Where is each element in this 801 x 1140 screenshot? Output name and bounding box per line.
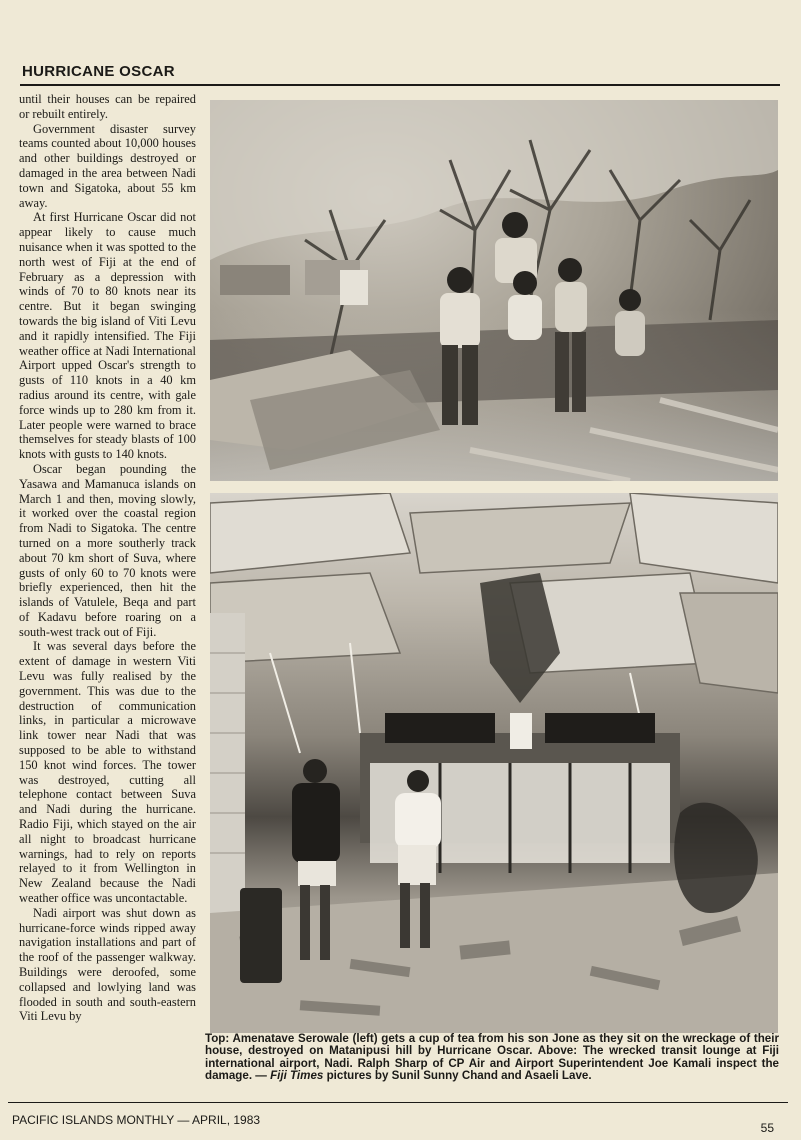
article-paragraph: It was several days before the extent of damage in western Viti Levu was fully realised by the government. This was due to the destruction of communication links, in particular a microwave link tower near Nadi that was supposed to be able to withstand 150 knot wind forces. The tower was destroyed, cutting all telephone contact between Suva and Nadi during the hurricane. Radio Fiji, which stayed on the air all night to broadcast hurricane warnings, had to rely on reports relayed to it from Wellington in New Zealand because the Nadi weather office was uncontactable. <box>19 639 196 906</box>
photo-house-wreckage <box>210 100 778 481</box>
caption-text: Top: Amenatave Serowale (left) gets a cup of tea from his son Jone as they sit on the wreckage of their house, destroyed on Matanipusi hill by Hurricane Oscar. Above: The wrecked transit lounge at Fiji international airport, Nadi. Ralph Sharp of CP Air and Airport Superintendent Joe Kamali inspect the damage. — <box>205 1032 779 1083</box>
page-number: 55 <box>760 1121 774 1135</box>
article-column <box>19 92 196 1088</box>
section-title: HURRICANE OSCAR <box>22 63 175 80</box>
footer-divider <box>8 1102 788 1103</box>
photo-caption <box>205 1033 779 1083</box>
article-paragraph: At first Hurricane Oscar did not appear likely to cause much nuisance when it was spotted to the north west of Fiji at the end of February as a depression with winds of 70 to 80 knots near its centre. But it began swinging towards the big island of Viti Levu and it rapidly intensified. The Fiji weather office at Nadi International Airport upped Oscar's strength to gusts of 110 knots in a 40 km radius around its centre, with gale force winds up to 280 km from it. Later people were warned to brace themselves for steady blasts of 100 knots with gusts to 140 knots. <box>19 210 196 462</box>
article-paragraph: Nadi airport was shut down as hurricane-force winds ripped away navigation installations and part of the roof of the passenger walkway. Buildings were deroofed, some collapsed and lowlying land was flooded in south and south-eastern Viti Levu by <box>19 905 196 1024</box>
caption-tail: pictures by Sunil Sunny Chand and Asaeli Lave. <box>323 1069 592 1083</box>
footer-publication: PACIFIC ISLANDS MONTHLY — APRIL, 1983 <box>12 1113 261 1127</box>
caption-credit: Fiji Times <box>270 1069 324 1083</box>
article-paragraph: Oscar began pounding the Yasawa and Mamanuca islands on March 1 and then, moving slowly, it worked over the coastal region from Nadi to Sigatoka. The centre turned on a more southerly track about 70 km short of Suva, where gusts of only 60 to 70 knots were briefly experienced, then hit the islands of Vatulele, Beqa and part of Kadavu before roaring on a south-west track out of Fiji. <box>19 461 196 639</box>
article-paragraph: until their houses can be repaired or rebuilt entirely. <box>19 92 196 121</box>
photo-transit-lounge <box>210 493 778 1033</box>
article-paragraph: Government disaster survey teams counted about 10,000 houses and other buildings destroyed or damaged in the area between Nadi town and Sigatoka, about 55 km away. <box>19 121 196 210</box>
page-header <box>20 62 780 86</box>
